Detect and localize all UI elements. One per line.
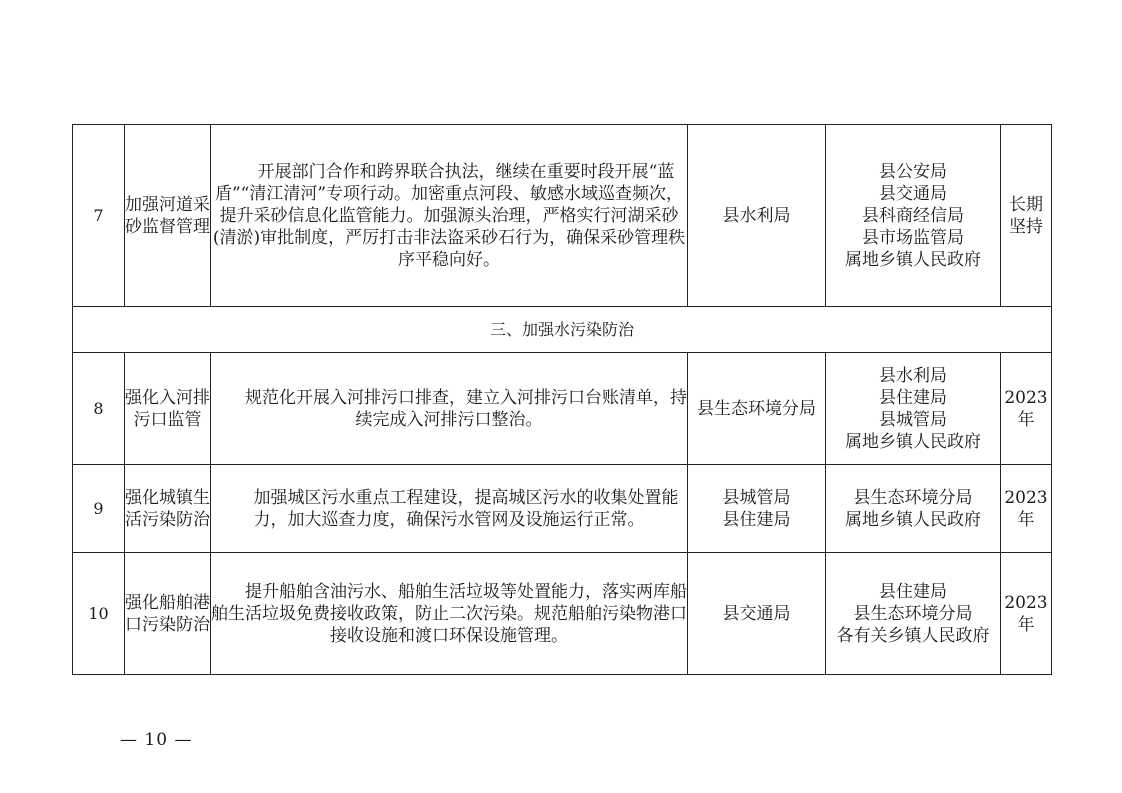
table-row bbox=[73, 465, 1052, 553]
cooperating-unit: 各有关乡镇人民政府 bbox=[836, 625, 990, 646]
cooperating-units bbox=[826, 353, 1001, 465]
completion-time: 2023年 bbox=[1001, 465, 1052, 553]
row-number: 7 bbox=[73, 125, 125, 307]
cooperating-unit: 县市场监管局 bbox=[862, 227, 964, 248]
cooperating-unit: 县公安局 bbox=[879, 161, 947, 182]
task-content bbox=[211, 553, 688, 675]
task-name: 强化城镇生活污染防治 bbox=[125, 465, 211, 553]
section-title: 三、加强水污染防治 bbox=[73, 307, 1052, 353]
cooperating-unit: 县住建局 bbox=[879, 581, 947, 602]
table-row bbox=[73, 553, 1052, 675]
task-content-text: 提升船舶含油污水、船舶生活垃圾等处置能力，落实两库船舶生活垃圾免费接收政策，防止二次污染。规范船舶污染物港口接收设施和渡口环保设施管理。 bbox=[211, 581, 687, 646]
cooperating-unit: 属地乡镇人民政府 bbox=[845, 509, 981, 530]
cooperating-unit: 县科商经信局 bbox=[862, 205, 964, 226]
lead-unit-name: 县水利局 bbox=[722, 205, 791, 226]
table-row bbox=[73, 353, 1052, 465]
cooperating-unit: 县生态环境分局 bbox=[853, 487, 973, 508]
task-table bbox=[72, 124, 1052, 675]
section-row bbox=[73, 307, 1052, 353]
row-number: 8 bbox=[73, 353, 125, 465]
cooperating-unit: 县城管局 bbox=[879, 409, 947, 430]
lead-unit-name: 县城管局 bbox=[722, 487, 791, 508]
task-content-text: 规范化开展入河排污口排查，建立入河排污口台账清单，持续完成入河排污口整治。 bbox=[245, 387, 687, 430]
lead-unit bbox=[688, 125, 826, 307]
lead-unit-name: 县住建局 bbox=[722, 509, 791, 530]
page-number: — 10 — bbox=[120, 730, 193, 750]
task-name: 加强河道采砂监督管理 bbox=[125, 125, 211, 307]
cooperating-unit: 属地乡镇人民政府 bbox=[845, 249, 981, 270]
task-content bbox=[211, 125, 688, 307]
table-row bbox=[73, 125, 1052, 307]
lead-unit bbox=[688, 465, 826, 553]
lead-unit-name: 县交通局 bbox=[722, 603, 791, 624]
completion-time: 2023年 bbox=[1001, 553, 1052, 675]
cooperating-units bbox=[826, 125, 1001, 307]
cooperating-unit: 县住建局 bbox=[879, 387, 947, 408]
lead-unit bbox=[688, 553, 826, 675]
cooperating-units bbox=[826, 553, 1001, 675]
task-content bbox=[211, 465, 688, 553]
completion-time: 2023年 bbox=[1001, 353, 1052, 465]
task-name: 强化入河排污口监管 bbox=[125, 353, 211, 465]
task-content-text: 加强城区污水重点工程建设，提高城区污水的收集处置能力，加大巡查力度，确保污水管网及设施运行正常。 bbox=[253, 487, 679, 530]
row-number: 10 bbox=[73, 553, 125, 675]
task-content-text: 开展部门合作和跨界联合执法，继续在重要时段开展“蓝盾”“清江清河”专项行动。加密重点河段、敏感水域巡查频次，提升采砂信息化监管能力。加强源头治理，严格实行河湖采砂(清淤)审批制度，严厉打击非法盗采砂石行为，确保采砂管理秩序平稳向好。 bbox=[212, 161, 686, 270]
lead-unit bbox=[688, 353, 826, 465]
completion-time: 长期坚持 bbox=[1001, 125, 1052, 307]
cooperating-unit: 属地乡镇人民政府 bbox=[845, 431, 981, 452]
lead-unit-name: 县生态环境分局 bbox=[697, 398, 816, 419]
cooperating-unit: 县水利局 bbox=[879, 365, 947, 386]
cooperating-units bbox=[826, 465, 1001, 553]
task-name: 强化船舶港口污染防治 bbox=[125, 553, 211, 675]
task-content bbox=[211, 353, 688, 465]
cooperating-unit: 县交通局 bbox=[879, 183, 947, 204]
cooperating-unit: 县生态环境分局 bbox=[853, 603, 973, 624]
row-number: 9 bbox=[73, 465, 125, 553]
